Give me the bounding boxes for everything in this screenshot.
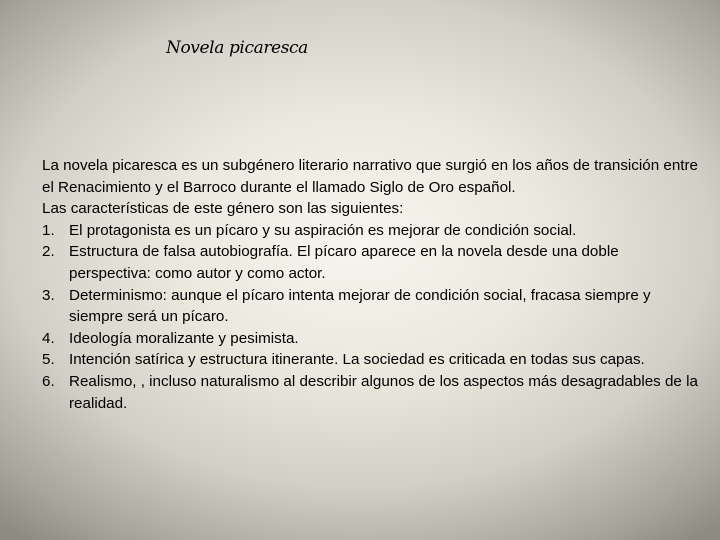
list-item-text: Estructura de falsa autobiografía. El pícaro aparece en la novela desde una doble perspectiva: como autor y como actor.	[69, 243, 619, 282]
list-item-number: 4.	[42, 329, 55, 347]
list-item-text: Ideología moralizante y pesimista.	[69, 329, 299, 347]
list-item	[42, 220, 702, 242]
list-item-text: Intención satírica y estructura itinerante. La sociedad es criticada en todas sus capas.	[69, 351, 645, 369]
list-item	[42, 241, 702, 284]
list-item-text: El protagonista es un pícaro y su aspiración es mejorar de condición social.	[69, 221, 577, 239]
list-item-number: 3.	[42, 286, 55, 304]
list-item	[42, 328, 702, 350]
list-item-text: Realismo, , incluso naturalismo al describir algunos de los aspectos más desagradables de la realidad.	[69, 372, 698, 412]
lead-sentence: Las características de este género son las siguientes:	[42, 200, 404, 218]
list-item-number: 6.	[42, 372, 55, 390]
list-item	[42, 349, 702, 371]
slide-title: Novela picaresca	[166, 38, 308, 58]
slide-body	[42, 155, 702, 414]
list-item-number: 5.	[42, 351, 55, 369]
list-item-text: Determinismo: aunque el pícaro intenta mejorar de condición social, fracasa siempre y siempre será un pícaro.	[69, 286, 651, 326]
characteristics-list	[42, 220, 702, 414]
intro-paragraph: La novela picaresca es un subgénero literario narrativo que surgió en los años de transición entre el Renacimiento y el Barroco durante el llamado Siglo de Oro español.	[42, 157, 698, 196]
list-item-number: 2.	[42, 243, 55, 261]
list-item	[42, 371, 702, 414]
list-item-number: 1.	[42, 221, 55, 239]
list-item	[42, 285, 702, 328]
